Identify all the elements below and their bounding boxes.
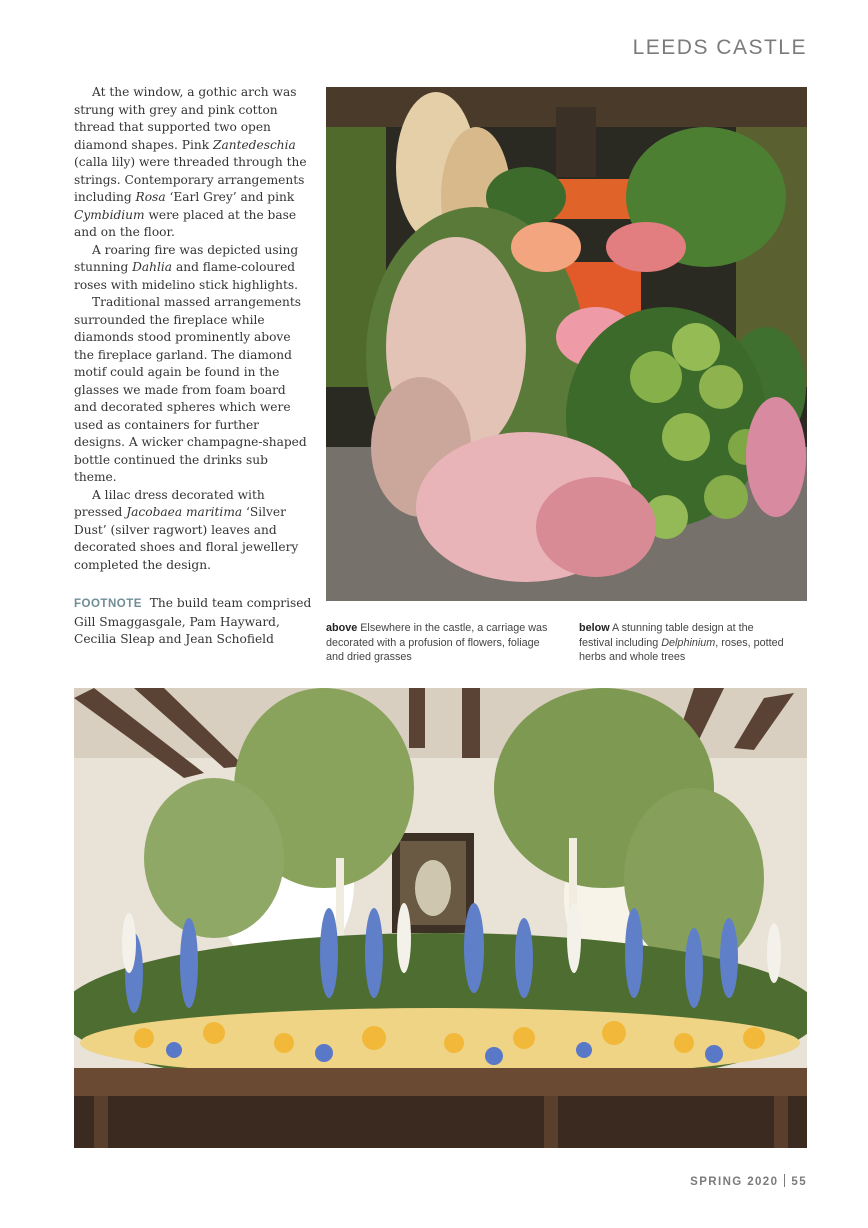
italic-term: Delphinium bbox=[661, 636, 716, 649]
text-run: ‘Earl Grey’ and pink bbox=[165, 190, 295, 204]
article-paragraph bbox=[74, 242, 312, 295]
article-body bbox=[74, 84, 312, 574]
section-title: LEEDS CASTLE bbox=[632, 36, 807, 59]
italic-term: Rosa bbox=[135, 190, 166, 204]
caption-above bbox=[326, 621, 558, 665]
text-run: and flame-coloured roses with midelino stick highlights. bbox=[74, 260, 299, 292]
text-run: A stunning table design at the festival including bbox=[579, 622, 754, 649]
caption-label: above bbox=[326, 622, 358, 634]
carriage-photo bbox=[326, 87, 807, 601]
italic-term: Jacobaea maritima bbox=[126, 505, 243, 519]
text-run: At the window, a gothic arch was strung with grey and pink cotton thread that supported two open diamond shapes. Pink bbox=[74, 85, 297, 152]
footnote-text: The build team comprised Gill Smaggasgale, Pam Hayward, Cecilia Sleap and Jean Schofield bbox=[74, 596, 312, 646]
footnote-label: FOOTNOTE bbox=[74, 598, 142, 610]
text-run: (calla lily) were threaded through the strings. Contemporary arrangements including bbox=[74, 155, 307, 204]
table-design-photo bbox=[74, 688, 807, 1148]
italic-term: Cymbidium bbox=[74, 207, 145, 222]
footer-separator bbox=[784, 1174, 785, 1187]
caption-label: below bbox=[579, 622, 610, 634]
text-run: A lilac dress decorated with pressed bbox=[74, 487, 265, 519]
article-paragraph bbox=[74, 84, 312, 242]
caption-below bbox=[579, 621, 789, 665]
article-paragraph bbox=[74, 294, 312, 487]
text-run: Traditional massed arrangements surrounded the fireplace while diamonds stood prominently above the fireplace garland. The diamond motif could again be found in the glasses we made from foam board and decorated spheres which were used as containers for further designs. A wicker champagne-shaped bottle continued the drinks sub theme. bbox=[74, 295, 307, 484]
text-run: were placed at the base and on the floor. bbox=[74, 207, 297, 239]
text-run: , roses, potted herbs and whole trees bbox=[579, 636, 784, 663]
italic-term: Dahlia bbox=[132, 260, 173, 274]
article-paragraph bbox=[74, 487, 312, 575]
footnote bbox=[74, 595, 312, 649]
text-run: ‘Silver Dust’ (silver ragwort) leaves and decorated shoes and floral jewellery completed the design. bbox=[74, 505, 299, 572]
italic-term: Zantedeschia bbox=[212, 137, 296, 152]
page-footer bbox=[690, 1174, 807, 1188]
text-run: Elsewhere in the castle, a carriage was decorated with a profusion of flowers, foliage and dried grasses bbox=[326, 622, 548, 663]
page-number: 55 bbox=[791, 1176, 807, 1188]
issue-label: SPRING 2020 bbox=[690, 1176, 779, 1188]
text-run: A roaring fire was depicted using stunning bbox=[74, 242, 299, 274]
